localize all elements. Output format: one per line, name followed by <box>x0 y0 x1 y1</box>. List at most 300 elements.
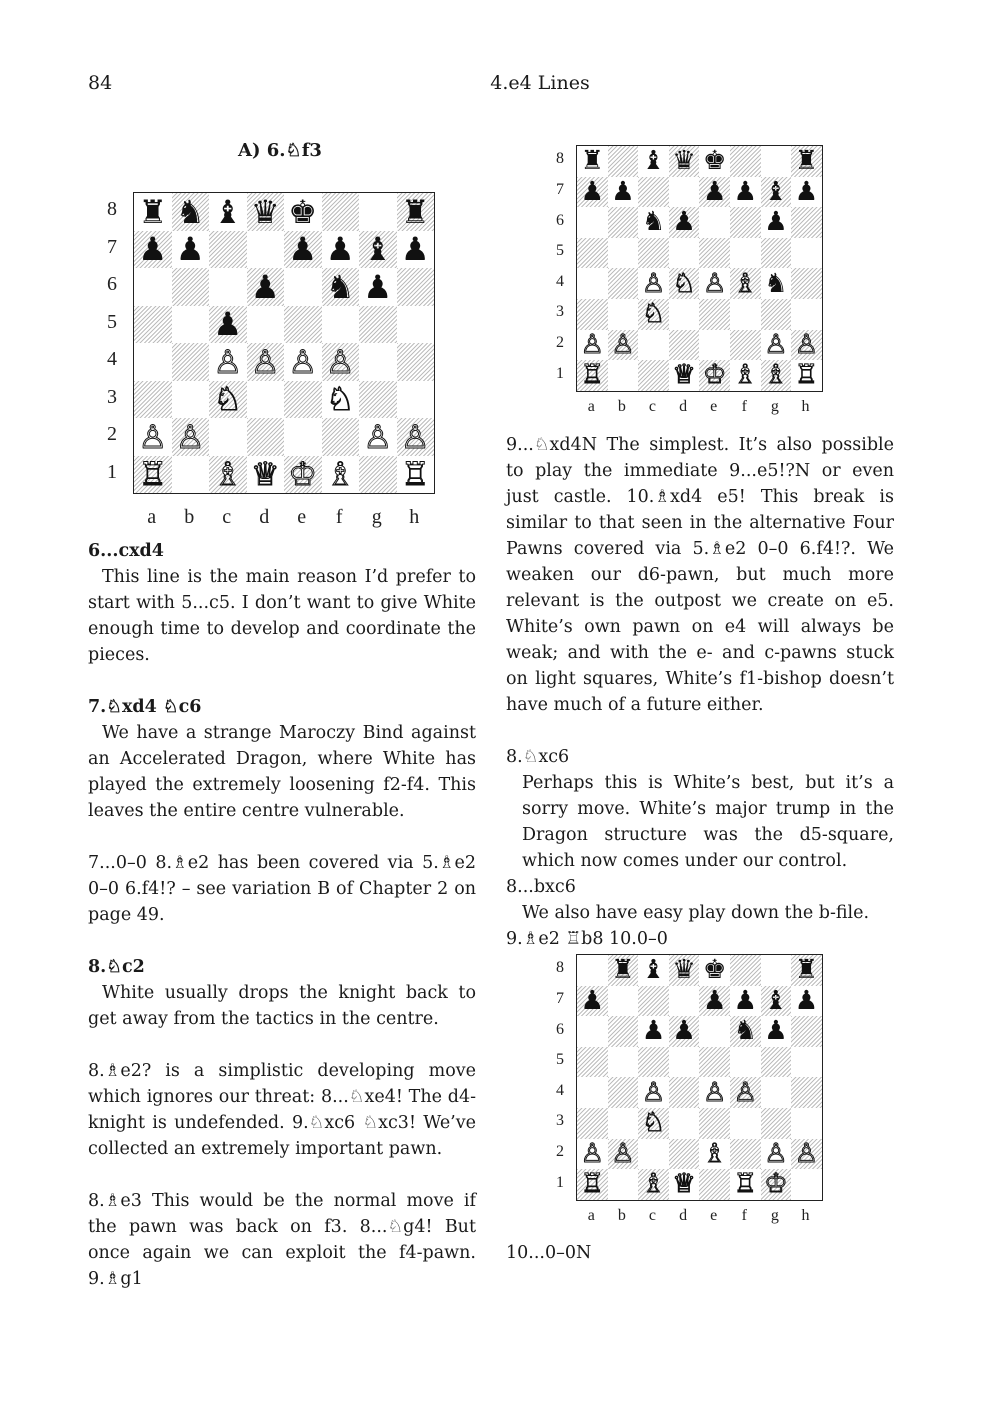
board-square-g2 <box>359 418 397 456</box>
black-pawn-icon: ♟ <box>175 230 205 269</box>
rank-label: 6 <box>556 211 564 229</box>
black-pawn-icon: ♟ <box>363 267 393 306</box>
white-pawn-icon: ♙ <box>702 1077 727 1108</box>
file-label: d <box>259 506 270 528</box>
board-square-e5 <box>699 238 730 269</box>
page-number: 84 <box>88 72 113 94</box>
black-king-icon: ♚ <box>702 146 727 177</box>
board-square-a3 <box>134 381 172 419</box>
black-pawn-icon: ♟ <box>250 267 280 306</box>
black-pawn-icon: ♟ <box>611 176 635 207</box>
move-line: 8...bxc6 <box>506 877 576 897</box>
board-square-d1 <box>247 456 285 494</box>
board-square-d4 <box>247 343 285 381</box>
file-label: h <box>801 1206 810 1224</box>
black-bishop-icon: ♝ <box>641 146 666 177</box>
rank-label: 3 <box>556 303 564 321</box>
white-pawn-icon: ♙ <box>794 329 819 360</box>
white-pawn-icon: ♙ <box>794 1138 819 1169</box>
file-label: c <box>648 1206 657 1224</box>
file-label: e <box>710 397 718 415</box>
white-pawn-icon: ♙ <box>325 342 355 381</box>
board-square-f6 <box>730 207 761 238</box>
board-square-a8 <box>577 146 608 177</box>
black-rook-icon: ♜ <box>794 955 819 986</box>
board-square-f2 <box>730 1139 761 1170</box>
board-square-a1 <box>134 456 172 494</box>
black-knight-icon: ♞ <box>175 192 205 231</box>
white-queen-icon: ♕ <box>250 455 280 494</box>
white-king-icon: ♔ <box>288 455 318 494</box>
white-knight-icon: ♘ <box>672 268 696 299</box>
board-square-b5 <box>608 238 639 269</box>
board-square-d1 <box>669 360 700 391</box>
board-square-c3 <box>209 381 247 419</box>
board-square-a2 <box>134 418 172 456</box>
file-label: g <box>371 506 382 528</box>
board-square-a5 <box>577 1047 608 1078</box>
chessboard <box>576 145 823 392</box>
file-label: f <box>741 1206 747 1224</box>
board-square-d8 <box>247 193 285 231</box>
white-pawn-icon: ♙ <box>764 1138 788 1169</box>
rank-label: 2 <box>556 1142 564 1160</box>
board-square-b8 <box>608 955 639 986</box>
black-king-icon: ♚ <box>702 955 727 986</box>
board-square-a4 <box>577 1077 608 1108</box>
board-square-e4 <box>699 1077 730 1108</box>
commentary-paragraph: 9...♘xd4N The simplest. It’s also possible to play the immediate 9...e5!?N or even just castle. 10.♗xd4 e5! This break is similar to that seen in the alternative Four Pawns covered via 5.♗e2 0–0 6.f4!?. We weaken our d6-pawn, but much more relevant is the outpost we create on e5. White’s own pawn on e4 will always be weak; and with the e- and c-pawns stuck on light squares, White’s f1-bishop doesn’t have much of a future either. <box>506 435 894 715</box>
rank-label: 1 <box>556 1173 564 1191</box>
board-square-h3 <box>397 381 435 419</box>
board-square-h2 <box>791 330 822 361</box>
board-square-h5 <box>791 238 822 269</box>
rank-label: 6 <box>107 273 117 296</box>
board-square-b6 <box>172 268 210 306</box>
board-square-b3 <box>608 299 639 330</box>
black-rook-icon: ♜ <box>400 192 430 231</box>
chessboard <box>133 192 435 494</box>
board-square-c7 <box>638 986 669 1017</box>
board-square-h4 <box>791 1077 822 1108</box>
board-square-f8 <box>730 955 761 986</box>
board-square-b5 <box>608 1047 639 1078</box>
board-square-e1 <box>284 456 322 494</box>
board-square-g6 <box>761 1016 792 1047</box>
white-pawn-icon: ♙ <box>764 329 788 360</box>
black-knight-icon: ♞ <box>641 207 666 238</box>
black-pawn-icon: ♟ <box>672 207 696 238</box>
board-square-b4 <box>608 268 639 299</box>
commentary-paragraph: We have a strange Maroczy Bind against an Accelerated Dragon, where White has played the extremely loosening f2-f4. This leaves the entire centre vulnerable. <box>88 723 476 821</box>
white-rook-icon: ♖ <box>580 360 605 391</box>
board-square-b2 <box>608 1139 639 1170</box>
board-square-f4 <box>730 268 761 299</box>
board-square-e1 <box>699 360 730 391</box>
rank-label: 1 <box>107 460 117 483</box>
board-square-f4 <box>730 1077 761 1108</box>
board-square-e8 <box>699 955 730 986</box>
chessboard <box>576 954 823 1201</box>
board-square-e3 <box>284 381 322 419</box>
white-rook-icon: ♖ <box>733 1169 758 1200</box>
board-square-h1 <box>397 456 435 494</box>
white-bishop-icon: ♗ <box>733 360 758 391</box>
file-label: g <box>770 1206 779 1224</box>
black-pawn-icon: ♟ <box>400 230 430 269</box>
board-square-h6 <box>791 1016 822 1047</box>
board-square-b5 <box>172 306 210 344</box>
white-knight-icon: ♘ <box>325 380 355 419</box>
white-rook-icon: ♖ <box>400 455 430 494</box>
black-pawn-icon: ♟ <box>794 176 819 207</box>
board-square-a5 <box>134 306 172 344</box>
rank-label: 6 <box>556 1020 564 1038</box>
board-square-a4 <box>577 268 608 299</box>
rank-label: 3 <box>107 385 117 408</box>
board-square-d2 <box>669 1139 700 1170</box>
board-square-g7 <box>761 986 792 1017</box>
board-square-f1 <box>322 456 360 494</box>
board-square-a3 <box>577 1108 608 1139</box>
black-pawn-icon: ♟ <box>764 207 788 238</box>
board-square-e6 <box>699 1016 730 1047</box>
rank-label: 4 <box>107 348 117 371</box>
black-bishop-icon: ♝ <box>213 192 243 231</box>
board-square-a6 <box>577 1016 608 1047</box>
board-square-c2 <box>638 1139 669 1170</box>
commentary-paragraph: Perhaps this is White’s best, but it’s a sorry move. White’s major trump in the Dragon structure was the d5-square, which now comes under our control. <box>522 773 894 871</box>
white-pawn-icon: ♙ <box>250 342 280 381</box>
file-label: h <box>409 506 420 528</box>
black-bishop-icon: ♝ <box>363 230 393 269</box>
board-square-b7 <box>608 177 639 208</box>
rank-label: 8 <box>556 959 564 977</box>
board-square-a2 <box>577 1139 608 1170</box>
board-square-g8 <box>359 193 397 231</box>
board-square-b4 <box>172 343 210 381</box>
board-square-h7 <box>791 177 822 208</box>
board-square-e2 <box>699 1139 730 1170</box>
board-square-g4 <box>359 343 397 381</box>
file-label: b <box>184 506 195 528</box>
black-pawn-icon: ♟ <box>733 176 758 207</box>
white-pawn-icon: ♙ <box>580 1138 605 1169</box>
board-square-h8 <box>397 193 435 231</box>
board-square-f4 <box>322 343 360 381</box>
board-square-d7 <box>669 177 700 208</box>
board-square-d3 <box>669 1108 700 1139</box>
board-square-h2 <box>791 1139 822 1170</box>
board-square-d3 <box>669 299 700 330</box>
white-bishop-icon: ♗ <box>213 455 243 494</box>
file-label: a <box>587 1206 595 1224</box>
board-square-e5 <box>699 1047 730 1078</box>
white-pawn-icon: ♙ <box>611 329 635 360</box>
file-label: e <box>297 506 307 528</box>
black-queen-icon: ♛ <box>672 146 696 177</box>
board-square-c1 <box>638 1169 669 1200</box>
board-square-h7 <box>397 231 435 269</box>
board-square-a3 <box>577 299 608 330</box>
rank-label: 2 <box>107 423 117 446</box>
white-pawn-icon: ♙ <box>213 342 243 381</box>
board-square-c5 <box>209 306 247 344</box>
black-bishop-icon: ♝ <box>764 176 788 207</box>
rank-label: 2 <box>556 333 564 351</box>
board-square-f8 <box>730 146 761 177</box>
board-square-b1 <box>172 456 210 494</box>
white-pawn-icon: ♙ <box>175 417 205 456</box>
white-pawn-icon: ♙ <box>611 1138 635 1169</box>
commentary-paragraph: 8.♗e2? is a simplistic developing move which ignores our threat: 8...♘xe4! The d4-knight is undefended. 9.♘xc6 ♘xc3! We’ve collected an extremely important pawn. <box>88 1061 476 1159</box>
board-square-f2 <box>730 330 761 361</box>
board-square-b3 <box>172 381 210 419</box>
board-square-g4 <box>761 268 792 299</box>
board-square-h3 <box>791 1108 822 1139</box>
board-square-b2 <box>172 418 210 456</box>
board-square-g5 <box>761 238 792 269</box>
board-square-g1 <box>761 360 792 391</box>
black-pawn-icon: ♟ <box>794 985 819 1016</box>
black-rook-icon: ♜ <box>611 955 635 986</box>
file-label: a <box>587 397 595 415</box>
file-label: f <box>741 397 747 415</box>
board-square-c4 <box>638 268 669 299</box>
board-square-e6 <box>699 207 730 238</box>
rank-label: 3 <box>556 1112 564 1130</box>
board-square-d4 <box>669 1077 700 1108</box>
board-square-f7 <box>730 986 761 1017</box>
board-square-h2 <box>397 418 435 456</box>
board-square-f7 <box>322 231 360 269</box>
board-square-d7 <box>247 231 285 269</box>
board-square-h1 <box>791 1169 822 1200</box>
board-square-b8 <box>608 146 639 177</box>
white-king-icon: ♔ <box>764 1169 788 1200</box>
rank-label: 8 <box>107 198 117 221</box>
black-bishop-icon: ♝ <box>641 955 666 986</box>
board-square-h4 <box>791 268 822 299</box>
right-column-text <box>506 432 894 952</box>
board-square-d5 <box>669 1047 700 1078</box>
file-label: f <box>335 506 343 528</box>
board-square-g7 <box>359 231 397 269</box>
board-square-a7 <box>577 986 608 1017</box>
file-label: d <box>679 397 688 415</box>
commentary-paragraph: 7...0–0 8.♗e2 has been covered via 5.♗e2 0–0 6.f4!? – see variation B of Chapter 2 on page 49. <box>88 853 476 925</box>
board-square-f3 <box>730 1108 761 1139</box>
board-square-a5 <box>577 238 608 269</box>
board-square-c8 <box>638 955 669 986</box>
paragraph-gap <box>506 718 894 744</box>
board-square-f3 <box>322 381 360 419</box>
paragraph-gap <box>88 928 476 954</box>
board-square-e8 <box>699 146 730 177</box>
board-square-a8 <box>577 955 608 986</box>
board-square-b1 <box>608 1169 639 1200</box>
paragraph-gap <box>88 1032 476 1058</box>
black-pawn-icon: ♟ <box>764 1016 788 1047</box>
black-queen-icon: ♛ <box>250 192 280 231</box>
board-square-e5 <box>284 306 322 344</box>
board-square-f5 <box>730 238 761 269</box>
file-label: e <box>710 1206 718 1224</box>
white-queen-icon: ♕ <box>672 1169 696 1200</box>
file-label: b <box>617 1206 626 1224</box>
board-square-c2 <box>209 418 247 456</box>
board-square-c6 <box>209 268 247 306</box>
commentary-paragraph: White usually drops the knight back to get away from the tactics in the centre. <box>88 983 476 1029</box>
board-square-c1 <box>209 456 247 494</box>
running-head: 4.e4 Lines <box>490 72 590 94</box>
board-square-c3 <box>638 1108 669 1139</box>
move-line: 9.♗e2 ♖b8 10.0–0 <box>506 929 668 949</box>
board-square-c6 <box>638 207 669 238</box>
commentary-paragraph: 8.♗e3 This would be the normal move if the pawn was back on f3. 8...♘g4! But once again we can exploit the f4-pawn. 9.♗g1 <box>88 1191 476 1289</box>
commentary-paragraph: We also have easy play down the b-file. <box>522 903 870 923</box>
board-square-b7 <box>172 231 210 269</box>
rank-label: 5 <box>107 310 117 333</box>
board-square-a6 <box>577 207 608 238</box>
board-square-c7 <box>638 177 669 208</box>
board-square-g2 <box>761 330 792 361</box>
rank-label: 4 <box>556 272 564 290</box>
white-pawn-icon: ♙ <box>580 329 605 360</box>
black-pawn-icon: ♟ <box>580 176 605 207</box>
rank-label: 7 <box>556 989 564 1007</box>
white-bishop-icon: ♗ <box>764 360 788 391</box>
board-square-g4 <box>761 1077 792 1108</box>
board-square-f1 <box>730 1169 761 1200</box>
board-square-e3 <box>699 299 730 330</box>
board-square-d5 <box>669 238 700 269</box>
board-square-c5 <box>638 1047 669 1078</box>
black-pawn-icon: ♟ <box>580 985 605 1016</box>
board-square-e2 <box>284 418 322 456</box>
board-square-b6 <box>608 1016 639 1047</box>
board-square-f5 <box>730 1047 761 1078</box>
white-king-icon: ♔ <box>702 360 727 391</box>
white-rook-icon: ♖ <box>580 1169 605 1200</box>
rank-label: 7 <box>556 180 564 198</box>
white-knight-icon: ♘ <box>641 1108 666 1139</box>
board-square-h8 <box>791 955 822 986</box>
board-square-h5 <box>397 306 435 344</box>
board-square-a7 <box>134 231 172 269</box>
black-pawn-icon: ♟ <box>702 985 727 1016</box>
board-square-g3 <box>761 299 792 330</box>
file-label: d <box>679 1206 688 1224</box>
board-square-d6 <box>247 268 285 306</box>
black-pawn-icon: ♟ <box>702 176 727 207</box>
white-bishop-icon: ♗ <box>733 268 758 299</box>
white-bishop-icon: ♗ <box>702 1138 727 1169</box>
diagram-caption: A) 6.♘f3 <box>238 140 322 161</box>
board-square-e8 <box>284 193 322 231</box>
board-square-g8 <box>761 955 792 986</box>
board-square-b2 <box>608 330 639 361</box>
board-square-e7 <box>699 986 730 1017</box>
board-square-e2 <box>699 330 730 361</box>
rank-label: 7 <box>107 235 117 258</box>
white-rook-icon: ♖ <box>794 360 819 391</box>
white-rook-icon: ♖ <box>138 455 168 494</box>
board-square-f2 <box>322 418 360 456</box>
board-square-f5 <box>322 306 360 344</box>
file-label: g <box>770 397 779 415</box>
board-square-g2 <box>761 1139 792 1170</box>
board-square-d5 <box>247 306 285 344</box>
board-square-d7 <box>669 986 700 1017</box>
white-bishop-icon: ♗ <box>325 455 355 494</box>
board-square-c1 <box>638 360 669 391</box>
board-square-c2 <box>638 330 669 361</box>
board-square-d8 <box>669 146 700 177</box>
board-square-h8 <box>791 146 822 177</box>
board-square-e1 <box>699 1169 730 1200</box>
board-square-a2 <box>577 330 608 361</box>
board-square-d6 <box>669 207 700 238</box>
black-king-icon: ♚ <box>288 192 318 231</box>
move-heading: 8.♘c2 <box>88 957 145 977</box>
move-line: 8.♘xc6 <box>506 747 570 767</box>
board-square-h3 <box>791 299 822 330</box>
board-square-g6 <box>761 207 792 238</box>
board-square-h6 <box>397 268 435 306</box>
board-square-b1 <box>608 360 639 391</box>
board-square-e4 <box>284 343 322 381</box>
board-square-c6 <box>638 1016 669 1047</box>
board-square-a4 <box>134 343 172 381</box>
black-pawn-icon: ♟ <box>138 230 168 269</box>
board-square-b4 <box>608 1077 639 1108</box>
board-square-g1 <box>359 456 397 494</box>
board-square-g3 <box>761 1108 792 1139</box>
white-pawn-icon: ♙ <box>138 417 168 456</box>
black-knight-icon: ♞ <box>764 268 788 299</box>
white-pawn-icon: ♙ <box>641 1077 666 1108</box>
file-label: c <box>222 506 232 528</box>
black-rook-icon: ♜ <box>794 146 819 177</box>
board-square-g8 <box>761 146 792 177</box>
black-bishop-icon: ♝ <box>764 985 788 1016</box>
board-square-g5 <box>761 1047 792 1078</box>
white-pawn-icon: ♙ <box>702 268 727 299</box>
rank-label: 5 <box>556 242 564 260</box>
board-square-c3 <box>638 299 669 330</box>
board-square-f6 <box>730 1016 761 1047</box>
board-square-d3 <box>247 381 285 419</box>
black-rook-icon: ♜ <box>580 146 605 177</box>
board-square-g3 <box>359 381 397 419</box>
board-square-f7 <box>730 177 761 208</box>
board-square-d1 <box>669 1169 700 1200</box>
board-square-h7 <box>791 986 822 1017</box>
board-square-b3 <box>608 1108 639 1139</box>
white-knight-icon: ♘ <box>213 380 243 419</box>
board-square-a6 <box>134 268 172 306</box>
white-knight-icon: ♘ <box>641 299 666 330</box>
black-pawn-icon: ♟ <box>733 985 758 1016</box>
white-bishop-icon: ♗ <box>641 1169 666 1200</box>
board-square-e7 <box>284 231 322 269</box>
board-square-b7 <box>608 986 639 1017</box>
black-queen-icon: ♛ <box>672 955 696 986</box>
board-square-e7 <box>699 177 730 208</box>
board-square-d8 <box>669 955 700 986</box>
black-pawn-icon: ♟ <box>213 305 243 344</box>
